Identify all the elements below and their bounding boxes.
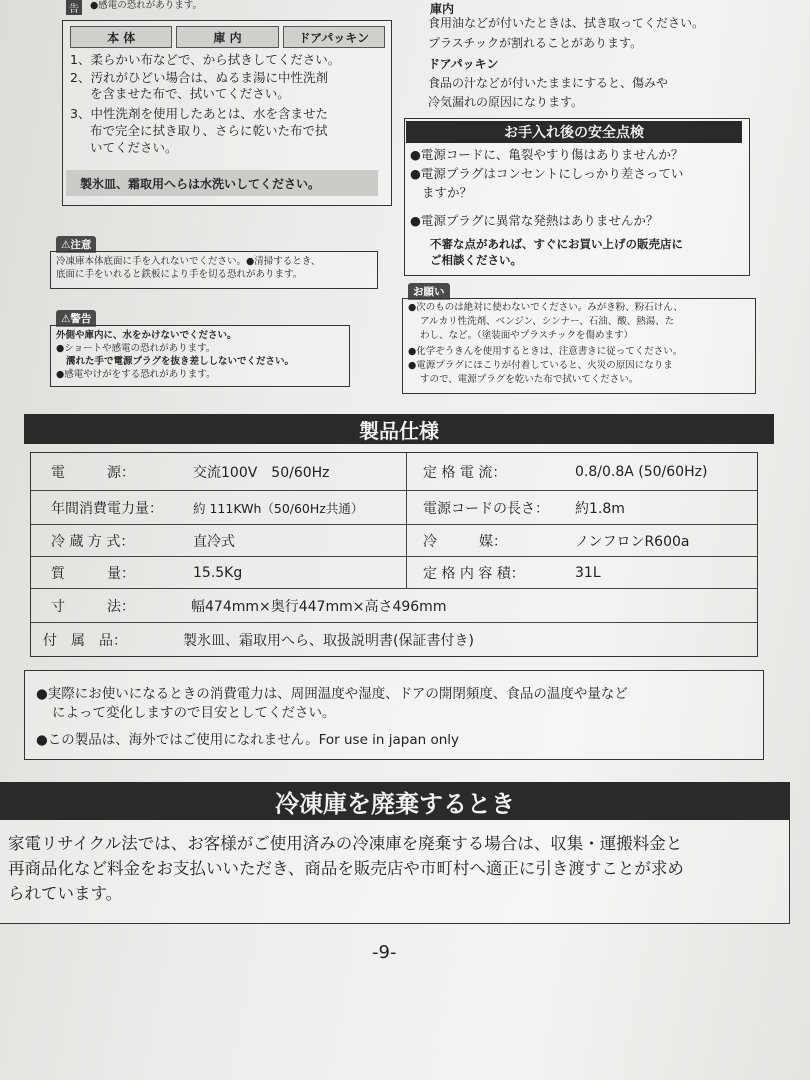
disposal-title-bar xyxy=(0,782,790,820)
cord-label: 電源コードの長さ： xyxy=(423,500,549,517)
size-label: 寸 法： xyxy=(51,598,135,615)
caution-tag: ⚠注意 xyxy=(56,236,96,253)
spec-row-4 xyxy=(31,557,757,589)
cleaning-item-2b: を含ませた布で、拭いてください。 xyxy=(90,86,290,101)
gasket-heading: ドアパッキン xyxy=(428,57,499,71)
power-label: 電 源： xyxy=(51,464,135,481)
interior-text-1: 食用油などが付いたときは、拭き取ってください。 xyxy=(428,16,705,30)
annual-value: 約 111KWh（50/60Hz共通） xyxy=(193,500,364,516)
spec-row-2 xyxy=(31,491,757,525)
specs-title: 製品仕様 xyxy=(359,418,439,443)
disposal-title: 冷凍庫を廃棄するとき xyxy=(275,789,515,818)
top-note-tag: 告 xyxy=(66,0,82,15)
request-line-6: すので、電源プラグを乾いた布で拭いてください。 xyxy=(420,374,639,385)
safety-line-6: ご相談ください。 xyxy=(430,253,522,267)
disposal-line-2: 再商品化など料金をお支払いいただき、商品を販売店や市町村へ適正に引き渡すことが求め xyxy=(8,859,684,878)
safety-check-title: お手入れ後の安全点検 xyxy=(406,121,742,143)
gasket-text-1: 食品の汁などが付いたままにすると、傷みや xyxy=(428,76,669,90)
cleaning-item-3b: 布で完全に拭き取り、さらに乾いた布で拭 xyxy=(90,123,328,138)
tab-door-gasket: ドアパッキン xyxy=(283,26,385,48)
safety-line-2: ●電源プラグはコンセントにしっかり差さってい xyxy=(410,166,684,181)
safety-line-1: ●電源コードに、亀裂やすり傷はありませんか？ xyxy=(410,147,684,162)
disposal-line-3: られています。 xyxy=(8,884,123,903)
refrigerant-value: ノンフロンR600a xyxy=(575,533,690,550)
cleaning-item-1: 1、柔らかい布などで、から拭きしてください。 xyxy=(70,52,341,67)
cleaning-tabs xyxy=(70,26,385,48)
capacity-value: 31L xyxy=(575,564,601,581)
spec-row-5 xyxy=(31,589,757,623)
interior-heading: 庫内 xyxy=(430,2,455,16)
note-line-2: によって変化しますので目安としてください。 xyxy=(52,705,336,721)
safety-line-4: ●電源プラグに異常な発熱はありませんか？ xyxy=(410,213,659,228)
mass-label: 質 量： xyxy=(51,565,135,582)
request-line-5: ●電源プラグにほこりが付着していると、火災の原因になりま xyxy=(408,360,673,371)
spec-divider xyxy=(406,453,407,589)
power-value: 交流100V 50/60Hz xyxy=(193,464,330,481)
capacity-label: 定 格 内 容 積： xyxy=(423,565,525,582)
request-tag: お願い xyxy=(408,283,450,300)
warning-tag: ⚠警告 xyxy=(56,310,96,327)
mass-value: 15.5Kg xyxy=(193,564,243,581)
warning-line-4: ●感電やけがをする恐れがあります。 xyxy=(56,369,216,380)
safety-line-5: 不審な点があれば、すぐにお買い上げの販売店に xyxy=(430,237,683,251)
spec-row-3 xyxy=(31,525,757,557)
request-line-2: アルカリ性洗剤、ベンジン、シンナー、石油、酸、熱湯、た xyxy=(420,316,675,327)
current-value: 0.8/0.8A (50/60Hz) xyxy=(575,463,708,480)
cleaning-item-3: 3、中性洗剤を使用したあとは、水を含ませた xyxy=(70,106,328,121)
note-line-1: ●実際にお使いになるときの消費電力は、周囲温度や湿度、ドアの開閉頻度、食品の温度や量など xyxy=(36,686,628,702)
caution-line-1: 冷凍庫本体底面に手を入れないでください。●清掃するとき、 xyxy=(56,256,321,267)
refrigerant-label: 冷 媒： xyxy=(423,533,507,550)
warning-line-3: 濡れた手で電源プラグを抜き差ししないでください。 xyxy=(66,356,295,367)
safety-line-3: ますか？ xyxy=(422,185,473,200)
cleaning-item-3c: いてください。 xyxy=(90,140,178,155)
warning-line-1: 外側や庫内に、水をかけないでください。 xyxy=(56,330,237,341)
page-number: -9- xyxy=(372,942,397,963)
accessories-value: 製氷皿、霜取用へら、取扱説明書(保証書付き) xyxy=(183,632,474,649)
cooling-value: 直冷式 xyxy=(193,533,235,550)
accessories-label: 付 属 品： xyxy=(43,632,127,649)
warning-line-2: ●ショートや感電の恐れがあります。 xyxy=(56,343,216,354)
annual-label: 年間消費電力量： xyxy=(51,500,163,517)
request-line-1: ●次のものは絶対に使わないでください。みがき粉、粉石けん、 xyxy=(408,302,683,313)
size-value: 幅474mm×奥行447mm×高さ496mm xyxy=(191,598,447,615)
spec-row-1 xyxy=(31,453,757,491)
spec-row-6 xyxy=(31,623,757,656)
gasket-text-2: 冷気漏れの原因になります。 xyxy=(428,95,584,109)
ice-tray-note: 製氷皿、霜取用へらは水洗いしてください。 xyxy=(66,170,378,196)
note-line-3: ●この製品は、海外ではご使用になれません。For use in japan only xyxy=(36,732,460,748)
interior-text-2: プラスチックが割れることがあります。 xyxy=(428,36,643,50)
top-note: ●感電の恐れがあります。 xyxy=(90,0,203,11)
tab-interior: 庫 内 xyxy=(176,26,278,48)
specs-title-bar xyxy=(24,414,774,444)
cord-value: 約1.8m xyxy=(575,500,625,517)
cleaning-item-2: 2、汚れがひどい場合は、ぬるま湯に中性洗剤 xyxy=(70,70,328,85)
request-line-4: ●化学ぞうきんを使用するときは、注意書きに従ってください。 xyxy=(408,346,683,357)
tab-body: 本 体 xyxy=(70,26,172,48)
disposal-line-1: 家電リサイクル法では、お客様がご使用済みの冷凍庫を廃棄する場合は、収集・運搬料金と xyxy=(8,834,683,853)
caution-line-2: 底面に手をいれると鉄板により手を切る恐れがあります。 xyxy=(56,269,303,280)
request-line-3: わし、など。（塗装面やプラスチックを傷めます） xyxy=(420,330,633,341)
current-label: 定 格 電 流： xyxy=(423,464,507,481)
spec-table xyxy=(30,452,758,657)
cooling-label: 冷 蔵 方 式： xyxy=(51,533,135,550)
